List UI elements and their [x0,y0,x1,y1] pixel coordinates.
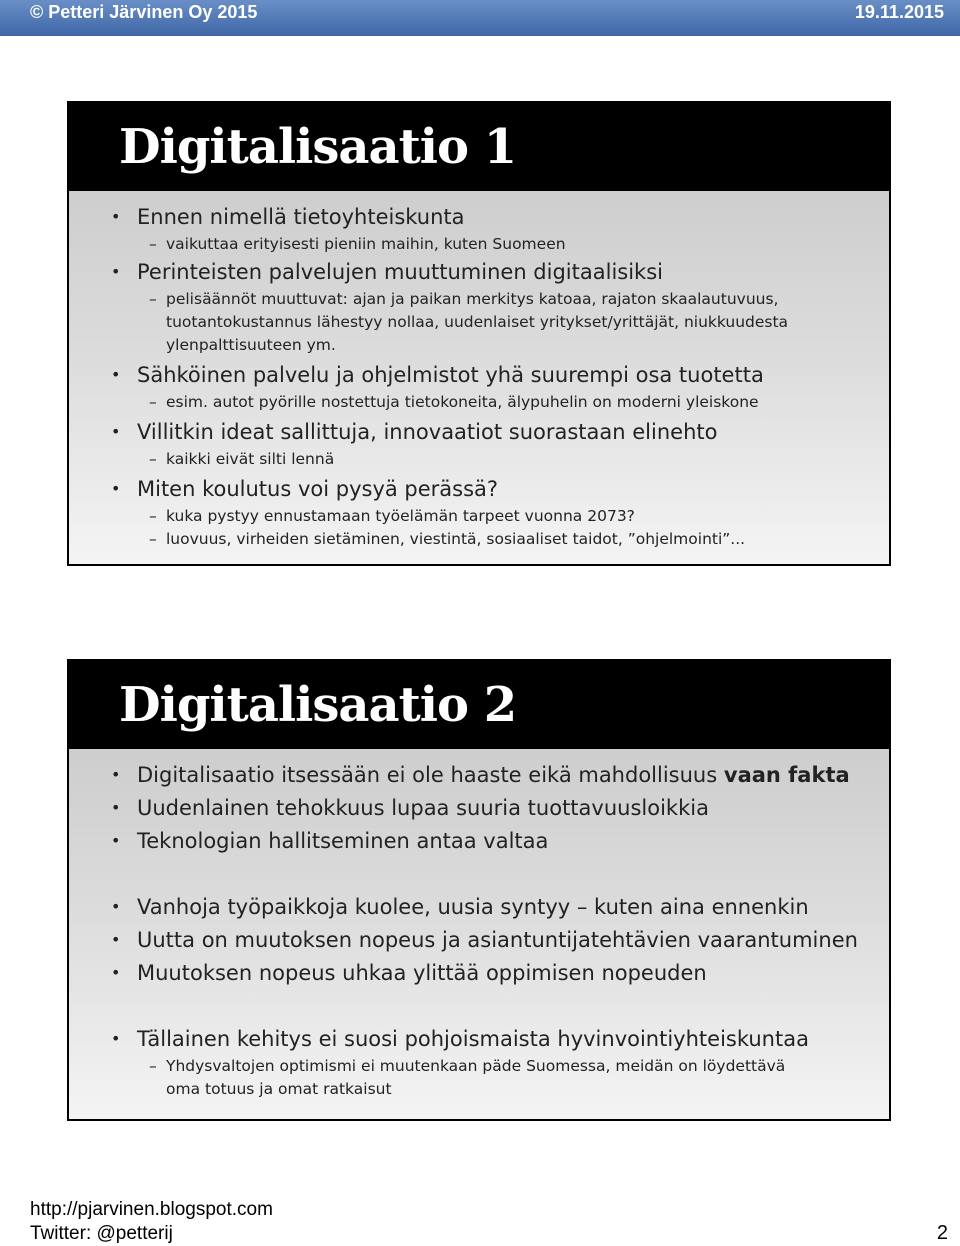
sub-bullet-text: esim. autot pyörille nostettuja tietokoneita, älypuhelin on moderni yleiskone [166,393,759,411]
sub-bullet-text: vaikuttaa erityisesti pieniin maihin, kuten Suomeen [166,235,566,253]
bullet: • Uudenlainen tehokkuus lupaa suuria tuottavuusloikkia [69,792,889,824]
bullet: • Vanhoja työpaikkoja kuolee, uusia syntyy – kuten aina ennenkin [69,891,889,923]
sub-bullet [69,528,889,551]
sub-bullet [69,448,889,471]
bullet: • Muutoksen nopeus uhkaa ylittää oppimisen nopeuden [69,957,889,989]
spacer [69,857,889,891]
slide-1-title: Digitalisaatio 1 [69,103,889,191]
bullet [69,759,889,791]
sub-bullet-text: pelisäännöt muuttuvat: ajan ja paikan merkitys katoaa, rajaton skaalautuvuus, tuotantokustannus lähestyy nollaa, uudenlaiset yritykset/yrittäjät, niukkuudesta ylenpalttisuuteen ym. [166,290,789,354]
sub-bullet [69,505,889,528]
sub-bullet-text: kaikki eivät silti lennä [166,450,335,468]
sub-bullet [69,1055,889,1101]
twitter-handle: Twitter: @petterij [30,1223,173,1244]
bullet: • Miten koulutus voi pysyä perässä? [69,473,889,505]
spacer [69,989,889,1023]
top-header-bar [0,0,960,36]
sub-bullet-text: kuka pystyy ennustamaan työelämän tarpeet vuonna 2073? [166,507,635,525]
bullet: • Uutta on muutoksen nopeus ja asiantuntijatehtävien vaarantuminen [69,924,889,956]
bullet-text: Digitalisaatio itsessään ei ole haaste eikä mahdollisuus [137,763,718,787]
dash-icon: – [149,290,157,308]
sub-bullet-text: luovuus, virheiden sietäminen, viestintä, sosiaaliset taidot, ”ohjelmointi”... [166,530,746,548]
sub-bullet [69,391,889,414]
bullet: • Sähköinen palvelu ja ohjelmistot yhä suurempi osa tuotetta [69,359,889,391]
bullet: • Perinteisten palvelujen muuttuminen digitaalisiksi [69,256,889,288]
slide-2 [67,659,891,1121]
footer [30,1198,273,1246]
bullet: • Teknologian hallitseminen antaa valtaa [69,825,889,857]
slide-1 [67,101,891,566]
page-number: 2 [936,1222,948,1244]
blog-url: http://pjarvinen.blogspot.com [30,1199,273,1220]
bullet: • Tällainen kehitys ei suosi pohjoismaista hyvinvointiyhteiskuntaa [69,1023,889,1055]
dash-icon: – [149,235,157,253]
slide-2-title: Digitalisaatio 2 [69,661,889,749]
slide-1-body [69,191,889,551]
bold-emphasis: vaan fakta [723,763,850,787]
sub-bullet [69,288,889,357]
dash-icon: – [149,450,157,468]
sub-bullet [69,233,889,256]
dash-icon: – [149,530,157,548]
date-text: 19.11.2015 [854,2,944,22]
sub-bullet-text: Yhdysvaltojen optimismi ei muutenkaan päde Suomessa, meidän on löydettävä oma totuus ja omat ratkaisut [166,1057,786,1098]
dash-icon: – [149,1057,157,1075]
dash-icon: – [149,507,157,525]
slide-2-body [69,749,889,1101]
bullet: • Villitkin ideat sallittuja, innovaatiot suorastaan elinehto [69,416,889,448]
dash-icon: – [149,393,157,411]
bullet: • Ennen nimellä tietoyhteiskunta [69,201,889,233]
copyright-text: © Petteri Järvinen Oy 2015 [30,2,258,22]
